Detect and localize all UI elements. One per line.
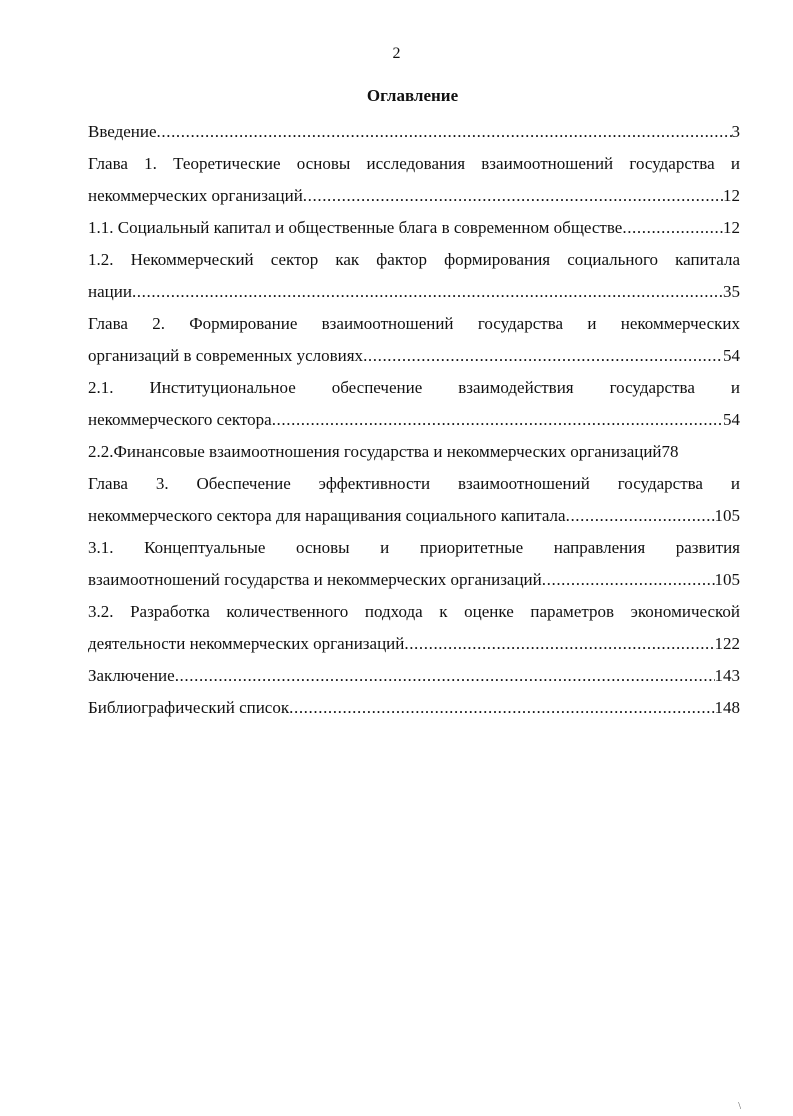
toc-entry-text: 1.2. Некоммерческий сектор как фактор формирования социального капитала: [88, 250, 740, 269]
toc-entry-text: Заключение: [88, 666, 175, 685]
toc-title: Оглавление: [366, 86, 459, 105]
toc-entry-page: 3: [731, 122, 740, 141]
toc-entry-introduction[interactable]: [88, 116, 740, 148]
toc-entry-text: 3.1. Концептуальные основы и приоритетные направления развития: [88, 538, 740, 557]
toc-entry-page: 105: [714, 570, 740, 589]
toc-entry-text: 1.1. Социальный капитал и общественные блага в современном обществе: [88, 218, 623, 237]
toc-entry-text: Введение: [88, 122, 157, 141]
toc-entry-text-continued: нации: [88, 282, 132, 301]
toc-entry-text: Глава 1. Теоретические основы исследования взаимоотношений государства и: [88, 154, 740, 173]
dot-leader: [622, 212, 723, 244]
toc-entry-section-2-2[interactable]: [88, 436, 740, 468]
dot-leader: [404, 628, 714, 660]
dot-leader: [566, 500, 715, 532]
toc-entry-section-3-2[interactable]: [88, 596, 740, 660]
dot-leader: [272, 404, 723, 436]
toc-entry-page: 54: [723, 410, 740, 429]
toc-entry-section-1-2[interactable]: [88, 244, 740, 308]
corner-mark: \: [738, 1101, 741, 1112]
toc-entry-text-continued: деятельности некоммерческих организаций: [88, 634, 405, 653]
toc-entry-page: 143: [714, 666, 740, 685]
toc-entry-text: Глава 2. Формирование взаимоотношений государства и некоммерческих: [88, 314, 740, 333]
toc-entry-conclusion[interactable]: [88, 660, 740, 692]
toc-entry-text-continued: некоммерческого сектора: [88, 410, 272, 429]
toc-entry-text-continued: организаций в современных условиях: [88, 346, 364, 365]
dot-leader: [289, 692, 714, 724]
toc-entry-text: Глава 3. Обеспечение эффективности взаимоотношений государства и: [88, 474, 740, 493]
dot-leader: [132, 276, 723, 308]
toc-entry-text-continued: некоммерческих организаций: [88, 186, 303, 205]
toc-entry-text: 2.2.Финансовые взаимоотношения государства и некоммерческих организаций: [88, 442, 662, 461]
toc-entry-section-3-1[interactable]: [88, 532, 740, 596]
toc-entry-text-continued: некоммерческого сектора для наращивания социального капитала: [88, 506, 566, 525]
toc-entry-section-2-1[interactable]: [88, 372, 740, 436]
toc-entry-bibliography[interactable]: [88, 692, 740, 724]
toc-entry-text: 3.2. Разработка количественного подхода к оценке параметров экономической: [88, 602, 740, 621]
dot-leader: [363, 340, 723, 372]
toc-entry-chapter-1[interactable]: [88, 148, 740, 212]
table-of-contents: [88, 116, 740, 724]
toc-entry-page: 105: [714, 506, 740, 525]
dot-leader: [157, 116, 732, 148]
toc-entry-text-continued: взаимоотношений государства и некоммерческих организаций: [88, 570, 542, 589]
toc-entry-page: 78: [661, 442, 679, 461]
page-number: 2: [392, 45, 401, 62]
dot-leader: [303, 180, 723, 212]
toc-entry-text: Библиографический список: [88, 698, 290, 717]
dot-leader: [542, 564, 715, 596]
toc-entry-page: 122: [714, 634, 740, 653]
toc-entry-page: 12: [723, 186, 740, 205]
toc-entry-section-1-1[interactable]: [88, 212, 740, 244]
toc-entry-text: 2.1. Институциональное обеспечение взаимодействия государства и: [88, 378, 740, 397]
toc-entry-chapter-2[interactable]: [88, 308, 740, 372]
toc-entry-page: 12: [723, 218, 740, 237]
toc-entry-page: 35: [723, 282, 740, 301]
toc-entry-page: 54: [723, 346, 740, 365]
dot-leader: [175, 660, 715, 692]
toc-entry-chapter-3[interactable]: [88, 468, 740, 532]
toc-entry-page: 148: [714, 698, 740, 717]
